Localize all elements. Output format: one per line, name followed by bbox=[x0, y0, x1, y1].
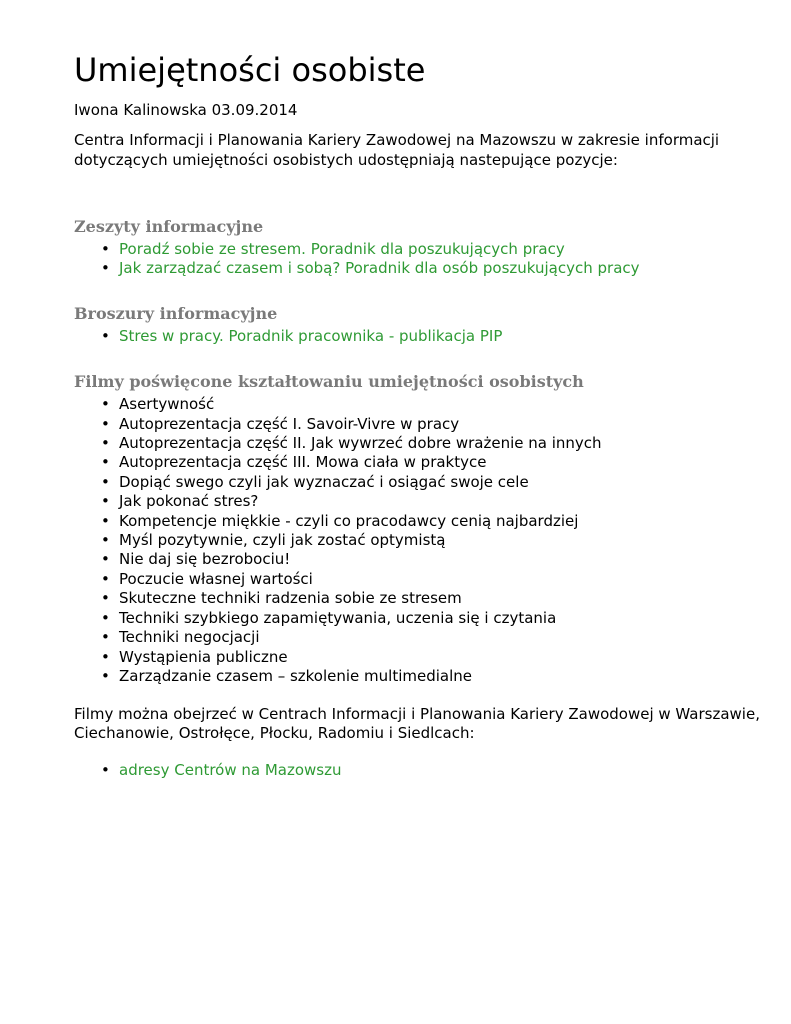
list-item: • Kompetencje miękkie - czyli co pracodawcy cenią najbardziej bbox=[119, 512, 764, 531]
list-item: • Wystąpienia publiczne bbox=[119, 648, 764, 667]
publication-link[interactable]: • Poradź sobie ze stresem. Poradnik dla poszukujących pracy bbox=[119, 240, 764, 259]
section-heading: Broszury informacyjne bbox=[74, 303, 278, 323]
link-list bbox=[74, 240, 764, 279]
address-list bbox=[74, 761, 764, 780]
publication-link[interactable]: • Stres w pracy. Poradnik pracownika - publikacja PIP bbox=[119, 327, 764, 346]
section-zeszyty bbox=[74, 216, 764, 279]
list-item: • Skuteczne techniki radzenia sobie ze stresem bbox=[119, 589, 764, 608]
film-list bbox=[74, 395, 764, 686]
section-heading: Filmy poświęcone kształtowaniu umiejętności osobistych bbox=[74, 372, 584, 392]
page-title: Umiejętności osobiste bbox=[74, 51, 426, 89]
list-item: • Autoprezentacja część III. Mowa ciała w praktyce bbox=[119, 453, 764, 472]
section-filmy bbox=[74, 371, 764, 686]
list-item: • Nie daj się bezrobociu! bbox=[119, 550, 764, 569]
intro-paragraph: Centra Informacji i Planowania Kariery Zawodowej na Mazowszu w zakresie informacji dotyczących umiejętności osobistych udostępniają nastepujące pozycje: bbox=[74, 131, 720, 169]
list-item: • Poczucie własnej wartości bbox=[119, 570, 764, 589]
author-date: Iwona Kalinowska 03.09.2014 bbox=[74, 101, 298, 119]
list-item: • Techniki negocjacji bbox=[119, 628, 764, 647]
address-link[interactable]: • adresy Centrów na Mazowszu bbox=[119, 761, 764, 780]
list-item: • Zarządzanie czasem – szkolenie multimedialne bbox=[119, 667, 764, 686]
list-item: • Jak pokonać stres? bbox=[119, 492, 764, 511]
list-item: • Myśl pozytywnie, czyli jak zostać optymistą bbox=[119, 531, 764, 550]
list-item: • Autoprezentacja część I. Savoir-Vivre w pracy bbox=[119, 415, 764, 434]
list-item: • Asertywność bbox=[119, 395, 764, 414]
list-item: • Autoprezentacja część II. Jak wywrzeć dobre wrażenie na innych bbox=[119, 434, 764, 453]
section-broszury bbox=[74, 303, 764, 346]
list-item: • Techniki szybkiego zapamiętywania, uczenia się i czytania bbox=[119, 609, 764, 628]
link-list bbox=[74, 327, 764, 346]
section-heading: Zeszyty informacyjne bbox=[74, 217, 264, 236]
outro-paragraph: Filmy można obejrzeć w Centrach Informacji i Planowania Kariery Zawodowej w Warszawie, Ciechanowie, Ostrołęce, Płocku, Radomiu i Siedlcach: bbox=[74, 705, 760, 743]
list-item: • Dopiąć swego czyli jak wyznaczać i osiągać swoje cele bbox=[119, 473, 764, 492]
publication-link[interactable]: • Jak zarządzać czasem i sobą? Poradnik dla osób poszukujących pracy bbox=[119, 259, 764, 278]
article bbox=[74, 48, 764, 781]
